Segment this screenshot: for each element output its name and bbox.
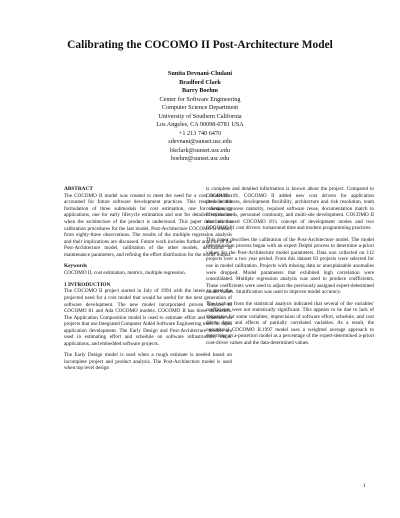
body-paragraph: This paper describes the calibration of the Post-Architecture model. The model determination process began with an expert Delphi process to determine a-priori values for the Post-Architecture model parameters. Data was collected on 112 projects over a two year period. From this dataset 83 projects were selected for use in model calibration. Projects with missing data or unexplainable anomalies were dropped. Model parameters that exhibited high correlation were consolidated. Multiple regression analysis was used to produce coefficients. These coefficients were used to adjust the previously assigned expert-determined model values. Stratification was used to improve model accuracy. [206,236,374,296]
keywords-text: COCOMO II, cost estimation, metrics, multiple regression. [64,270,186,277]
body-paragraph: The t-values from the statistical analysis indicated that several of the variables' coefficients were not statistically significant. This appears to be due to lack of dispersion for some variables; imprecision of software effort, schedule, and cost driver data; and effects of partially correlated variables. As a result, the operational COCOMO II.1997 model uses a weighted average approach to determine an a-posteriori model as a percentage of the expert-determined a-priori cost-driver values and the data-determined values. [206,300,374,347]
introduction-paragraph: The COCOMO II project started in July of 1994 with the intent to meet the projected need for a cost model that would be useful for the next generation of software development. The new model incorporated proven features of COCOMO 81 and Ada COCOMO models. COCOMO II has three submodels. The Application Composition model is used to estimate effort and schedule on projects that use Integrated Computer Aided Software Engineering tools for rapid application development. The Early Design and Post-Architecture models are used in estimating effort and schedule on software infrastructure, major applications, and embedded software projects. [64,288,232,347]
affiliation-line: University of Southern California [158,112,242,120]
right-column [206,186,374,347]
affiliation-line: Center for Software Engineering [159,95,241,103]
affiliation-line: +1 213 740 6470 [178,129,222,137]
body-paragraph: is complete and detailed information is known about the project. Compared to COCOMO 81, COCOMO II added new cost drivers for application precedentedness, development flexibility, architecture and risk resolution, team cohesion, process maturity, required software reuse, documentation match to lifecycle needs, personnel continuity, and multi-site development. COCOMO II also eliminated COCOMO 81's concept of development modes and two COCOMO 81 cost drivers: turnaround time and modern programming practices. [206,186,374,232]
author-email: boehm@sunset.usc.edu [170,155,230,162]
author-name: Bradford Clark [179,78,221,86]
author-block [0,70,400,164]
affiliation-line: Computer Science Department [161,104,239,111]
abstract-heading: ABSTRACT [64,186,93,192]
author-email: sdevnani@sunset.usc.edu [168,138,232,145]
abstract-text: The COCOMO II model was created to meet the need for a cost model that accounted for future software development practices. This resulted in the formulation of three submodels for cost estimation, one for composing applications, one for early lifecycle estimation and one for detailed estimation when the architecture of the product is understood. This paper describes the calibration procedures for the last model, Post-Architecture COCOMO II model, from eighty-three observations. The results of the multiple regression analysis and their implications are discussed. Future work includes further analysis of the Post-Architecture model, calibration of the other models, derivation of maintenance parameters, and refining the effort distribution for the model output. [64,192,232,258]
introduction-paragraph: The Early Design model is used when a rough estimate is needed based on incomplete project and product analysis. The Post-Architecture model is used when top level design [64,352,232,372]
author-email: bkclark@sunset.usc.edu [170,146,230,154]
page-number: 1 [363,483,366,489]
affiliation-line: Los Angeles, CA 90098-0781 USA [156,121,244,128]
author-name: Sunita Devnani-Chulani [167,70,233,77]
paper-title: Calibrating the COCOMO II Post-Architecture Model [67,39,333,51]
keywords-heading: Keywords [64,263,87,270]
introduction-heading: 1 INTRODUCTION [64,281,111,288]
author-name: Barry Boehm [182,87,218,94]
